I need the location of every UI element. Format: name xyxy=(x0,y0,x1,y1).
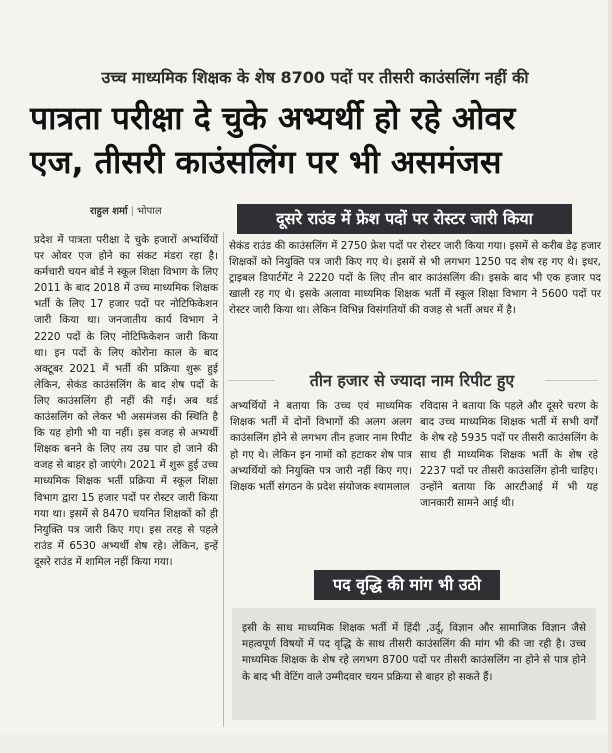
column-divider xyxy=(223,232,224,727)
headline-line-1: पात्रता परीक्षा दे चुके अभ्यर्थी हो रहे ओवर xyxy=(30,99,516,137)
section-1-body xyxy=(229,238,601,318)
section-2-col-2-text: रविदास ने बताया कि पहले और दूसरे चरण के बाद उच्च माध्यमिक शिक्षक भर्ती में सभी वर्गों के शेष रहे 5935 पदों पर तीसरी काउंसलिंग के साथ ही माध्यमिक शिक्षक भर्ती के शेष रहे 2237 पदों पर तीसरी काउंसलिंग होनी चाहिए। उन्होंने बताया कि आरटीआई में भी यह जानकारी सामने आई थी। xyxy=(420,400,598,510)
section-2-col-1-text: अभ्यर्थियों ने बताया कि उच्च एवं माध्यमिक शिक्षक भर्ती में दोनों विभागों की अलग अलग काउंसलिंग होने से लगभग तीन हजार नाम रिपीट हो गए थे। लेकिन इन नामों को हटाकर शेष पात्र अभ्यर्थियों को नियुक्ति पत्र जारी नहीं किए गए। शिक्षक भर्ती संगठन के प्रदेश संयोजक श्यामलाल xyxy=(230,400,412,494)
byline-author: राहुल शर्मा xyxy=(90,206,128,217)
byline-place: भोपाल xyxy=(137,206,162,217)
left-column xyxy=(34,232,218,570)
kicker-headline: उच्च माध्यमिक शिक्षक के शेष 8700 पदों पर तीसरी काउंसलिंग नहीं की xyxy=(101,68,529,87)
section-2-column-2 xyxy=(420,398,598,511)
section-1-title-bar: दूसरे राउंड में फ्रेश पदों पर रोस्टर जारी किया xyxy=(237,204,572,234)
headline-line-2: एज, तीसरी काउंसलिंग पर भी असमंजस xyxy=(30,143,502,181)
section-3-title-bar: पद वृद्धि की मांग भी उठी xyxy=(314,570,500,600)
byline-separator: | xyxy=(130,206,134,217)
section-1-text: सेकंड राउंड की काउंसलिंग में 2750 फ्रेश पदों पर रोस्टर जारी किया गया। इसमें से करीब डेढ़ हजार शिक्षकों को नियुक्ति पत्र जारी किए गए थे। इसमें से भी लगभग 1250 पद शेष रह गए थे। इधर, ट्राइबल डिपार्टमेंट ने 2220 पदों के लिए तीन बार काउंसलिंग की। इसके बाद भी एक हजार पद खाली रह गए थे। इसके अलावा माध्यमिक शिक्षक भर्ती में स्कूल शिक्षा विभाग ने 5600 पदों पर रोस्टर जारी किया था। लेकिन विभिन्न विसंगतियों की वजह से भर्ती अधर में है। xyxy=(229,240,601,316)
section-2-title: तीन हजार से ज्यादा नाम रिपीट हुए xyxy=(309,371,515,390)
section-2-column-1 xyxy=(230,398,412,495)
page-right-edge xyxy=(608,0,612,753)
section-3-text: इसी के साथ माध्यमिक शिक्षक भर्ती में हिंदी ,उर्दू, विज्ञान और सामाजिक विज्ञान जैसे महत्वपूर्ण विषयों में पद वृद्धि के साथ तीसरी काउंसलिंग की मांग भी की जा रही है। उच्च माध्यमिक शिक्षक के शेष रहे लगभग 8700 पदों पर तीसरी काउंसलिंग ना होने से पात्र होने के बाद भी वेटिंग वाले उम्मीदवार चयन प्रक्रिया से बाहर हो सकते हैं। xyxy=(242,622,586,683)
main-headline xyxy=(30,96,605,184)
byline xyxy=(90,203,162,217)
section-3-box xyxy=(232,608,596,720)
left-column-text: प्रदेश में पात्रता परीक्षा दे चुके हजारों अभ्यर्थियों पर ओवर एज होने का संकट मंडरा रहा है। कर्मचारी चयन बोर्ड ने स्कूल शिक्षा विभाग के लिए 2011 के बाद 2018 में उच्च माध्यमिक शिक्षक भर्ती के लिए 17 हजार पदों पर नोटिफिकेशन जारी किया था। जनजातीय कार्य विभाग ने 2220 पदों के लिए नोटिफिकेशन जारी किया था। इन पदों के लिए कोरोना काल के बाद अक्टूबर 2021 में भर्ती की प्रक्रिया शुरू हुई लेकिन, सेकंड काउंसलिंग के बाद शेष पदों के लिए काउंसलिंग ही नहीं की गई। अब थर्ड काउंसलिंग को लेकर भी असमंजस की स्थिति है कि यह होगी भी या नहीं। इस वजह से अभ्यर्थी शिक्षक बनने के लिए तय उम्र पार हो जाने की वजह से बाहर हो जाएंगे। 2021 में शुरू हुई उच्च माध्यमिक शिक्षक भर्ती प्रक्रिया में स्कूल शिक्षा विभाग द्वारा 15 हजार पदों पर रोस्टर जारी किया गया था। इसमें से 8470 चयनित शिक्षकों को ही नियुक्ति पत्र जारी किए गए। इस तरह से पहले राउंड में 6530 अभ्यर्थी शेष रहे। लेकिन, इन्हें दूसरे राउंड में शामिल नहीं किया गया। xyxy=(34,234,218,568)
page-bottom-edge xyxy=(0,735,612,753)
